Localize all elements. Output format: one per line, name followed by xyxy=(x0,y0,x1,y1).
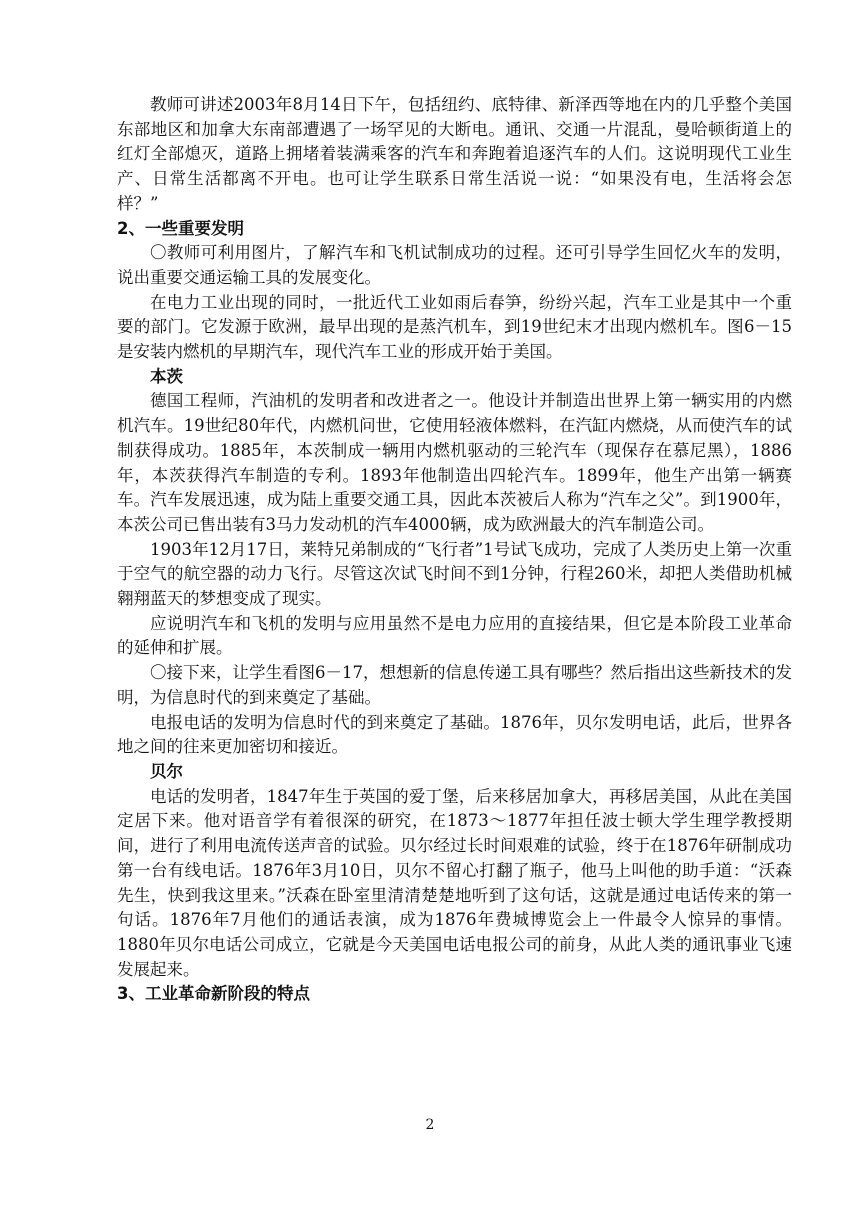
page-number: 2 xyxy=(425,1117,435,1133)
subheading-bell: 贝尔 xyxy=(150,761,183,781)
paragraph-auto-industry: 在电力工业出现的同时，一批近代工业如雨后春笋，纷纷兴起，汽车工业是其中一个重要的部门。它发源于欧洲，最早出现的是蒸汽机车，到19世纪末才出现内燃机车。图6－15是安装内燃机的早期汽车，现代汽车工业的形成开始于美国。 xyxy=(117,292,792,362)
paragraph-wright-brothers: 1903年12月17日，莱特兄弟制成的“飞行者”1号试飞成功，完成了人类历史上第一次重于空气的航空器的动力飞行。尽管这次试飞时间不到1分钟，行程260米，却把人类借助机械翱翔蓝天的梦想变成了现实。 xyxy=(117,539,792,609)
paragraph-bell-bio: 电话的发明者，1847年生于英国的爱丁堡，后来移居加拿大，再移居美国，从此在美国定居下来。他对语音学有着很深的研究，在1873～1877年担任波士顿大学生理学教授期间，进行了利用电流传送声音的试验。贝尔经过长时间艰难的试验，终于在1876年研制成功第一台有线电话。1876年3月10日，贝尔不留心打翻了瓶子，他马上叫他的助手道：“沃森先生，快到我这里来。”沃森在卧室里清清楚楚地听到了这句话，这就是通过电话传来的第一句话。1876年7月他们的通话表演，成为1876年费城博览会上一件最令人惊异的事情。1880年贝尔电话公司成立，它就是今天美国电话电报公司的前身，从此人类的通讯事业飞速发展起来。 xyxy=(117,786,792,979)
subheading-benz: 本茨 xyxy=(150,366,183,386)
section-heading-important-inventions: 2、一些重要发明 xyxy=(117,218,244,238)
paragraph-benz-bio: 德国工程师，汽油机的发明者和改进者之一。他设计并制造出世界上第一辆实用的内燃机汽车。19世纪80年代，内燃机问世，它使用轻液体燃料，在汽缸内燃烧，从而使汽车的试制获得成功。1885年，本茨制成一辆用内燃机驱动的三轮汽车（现保存在慕尼黑），1886年，本茨获得汽车制造的专利。1893年他制造出四轮汽车。1899年，他生产出第一辆赛车。汽车发展迅速，成为陆上重要交通工具，因此本茨被后人称为“汽车之父”。到1900年，本茨公司已售出装有3马力发动机的汽车4000辆，成为欧洲最大的汽车制造公司。 xyxy=(117,391,792,534)
paragraph-information-tools: 〇接下来，让学生看图6－17，想想新的信息传递工具有哪些？然后指出这些新技术的发明，为信息时代的到来奠定了基础。 xyxy=(117,663,792,707)
paragraph-teacher-pictures: 〇教师可利用图片，了解汽车和飞机试制成功的过程。还可引导学生回忆火车的发明，说出重要交通运输工具的发展变化。 xyxy=(117,243,792,287)
paragraph-blackout-intro: 教师可讲述2003年8月14日下午，包括纽约、底特律、新泽西等地在内的几乎整个美国东部地区和加拿大东南部遭遇了一场罕见的大断电。通讯、交通一片混乱，曼哈顿街道上的红灯全部熄灭，道路上拥堵着装满乘客的汽车和奔跑着追逐汽车的人们。这说明现代工业生产、日常生活都离不开电。也可让学生联系日常生活说一说：“如果没有电，生活将会怎样？” xyxy=(117,95,792,213)
paragraph-extension: 应说明汽车和飞机的发明与应用虽然不是电力应用的直接结果，但它是本阶段工业革命的延伸和扩展。 xyxy=(117,613,792,658)
paragraph-telegraph-telephone: 电报电话的发明为信息时代的到来奠定了基础。1876年，贝尔发明电话，此后，世界各地之间的往来更加密切和接近。 xyxy=(117,712,792,757)
section-heading-new-stage-features: 3、工业革命新阶段的特点 xyxy=(117,984,310,1004)
document-body xyxy=(117,93,792,1007)
